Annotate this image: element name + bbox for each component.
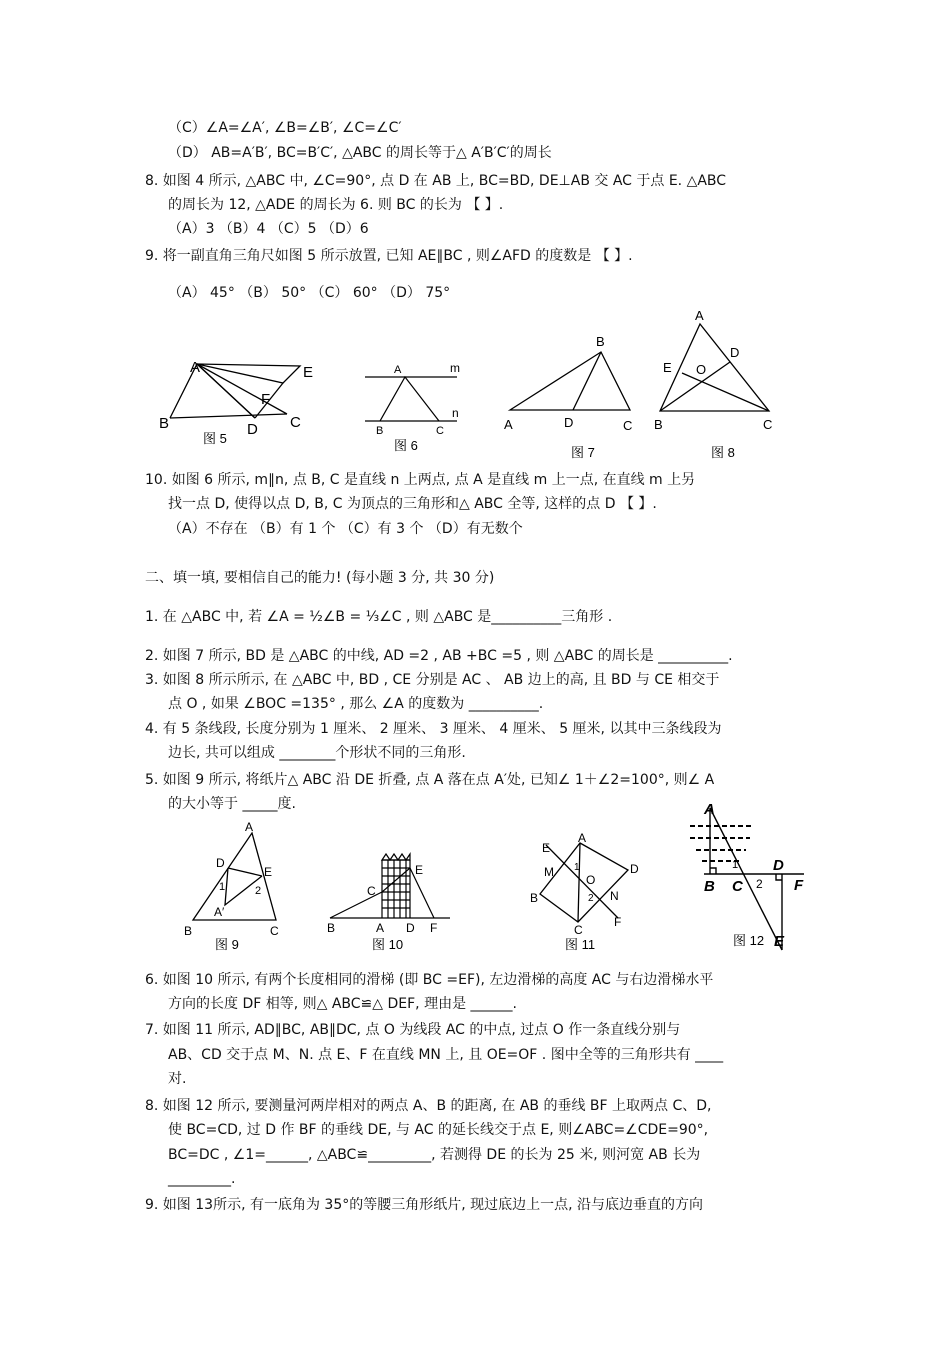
fig10-caption: 图 10 — [372, 937, 404, 952]
fig5-label-c: C — [290, 414, 301, 431]
figure-11 — [528, 830, 653, 955]
fig5-label-a: A — [190, 359, 201, 376]
fig12-label-2: 2 — [756, 877, 763, 891]
fill-9-line1: 9. 如图 13所示, 有一底角为 35°的等腰三角形纸片, 现过底边上一点, 沿与底边垂直的方向 — [145, 1197, 704, 1213]
fig11-label-e: E — [542, 841, 551, 855]
fig10-label-c: C — [367, 884, 376, 898]
fig9-label-2: 2 — [255, 885, 262, 897]
fig9-caption: 图 9 — [215, 937, 239, 952]
fig11-label-a: A — [578, 831, 587, 845]
fig12-label-c: C — [732, 878, 743, 895]
fig7-label-d: D — [564, 415, 574, 430]
fig8-label-o: O — [696, 362, 707, 377]
fig11-label-1: 1 — [574, 862, 580, 873]
question-8-line1: 8. 如图 4 所示, △ABC 中, ∠C=90°, 点 D 在 AB 上, BC=BD, DE⊥AB 交 AC 于点 E. △ABC — [145, 173, 727, 189]
question-9-options: （A） 45° （B） 50° （C） 60° （D） 75° — [168, 285, 451, 301]
fig11-label-o: O — [586, 873, 596, 887]
fig5-label-d: D — [247, 421, 258, 438]
fig8-label-e: E — [663, 360, 672, 375]
fig8-caption: 图 8 — [711, 445, 735, 460]
fig10-label-d: D — [406, 921, 415, 935]
fig12-label-e: E — [774, 933, 785, 950]
fig9-label-a: A — [245, 820, 254, 834]
fig5-label-e: E — [303, 364, 314, 381]
fig8-label-c: C — [763, 417, 773, 432]
fig11-label-d: D — [630, 862, 639, 876]
fig6-label-c: C — [436, 425, 444, 437]
fig12-label-f: F — [794, 877, 804, 894]
fill-8-line4: _________. — [168, 1171, 236, 1187]
question-10-line1: 10. 如图 6 所示, m∥n, 点 B, C 是直线 n 上两点, 点 A 是直线 m 上一点, 在直线 m 上另 — [145, 472, 696, 488]
question-8-line2: 的周长为 12, △ADE 的周长为 6. 则 BC 的长为 【 】. — [168, 197, 504, 213]
fill-4-line1: 4. 有 5 条线段, 长度分别为 1 厘米、 2 厘米、 3 厘米、 4 厘米、 5 厘米, 以其中三条线段为 — [145, 721, 722, 737]
fig11-caption: 图 11 — [565, 937, 596, 952]
fig9-label-1: 1 — [219, 881, 226, 893]
fig9-label-b: B — [184, 924, 193, 938]
fig11-label-b: B — [530, 891, 539, 905]
fill-3-line1: 3. 如图 8 所示所示, 在 △ABC 中, BD , CE 分别是 AC 、 AB 边上的高, 且 BD 与 CE 相交于 — [145, 672, 720, 688]
figure-7 — [498, 330, 648, 465]
option-d-line: （D） AB=A′B′, BC=B′C′, △ABC 的周长等于△ A′B′C′的周长 — [168, 145, 552, 161]
fig12-label-b: B — [704, 878, 715, 895]
fig7-caption: 图 7 — [571, 445, 595, 460]
fig6-label-b: B — [376, 425, 384, 437]
fig11-label-n: N — [610, 889, 619, 903]
fig5-caption: 图 5 — [203, 431, 227, 446]
fill-1: 1. 在 △ABC 中, 若 ∠A = ½∠B = ⅓∠C , 则 △ABC 是__________三角形 . — [145, 609, 613, 625]
fig10-label-f: F — [430, 921, 438, 935]
fill-8-line2: 使 BC=CD, 过 D 作 BF 的垂线 DE, 与 AC 的延长线交于点 E, 则∠ABC=∠CDE=90°, — [168, 1122, 709, 1138]
fig6-label-a: A — [394, 364, 402, 376]
option-c-line: （C）∠A=∠A′, ∠B=∠B′, ∠C=∠C′ — [168, 120, 402, 136]
question-8-options: （A）3 （B）4 （C）5 （D）6 — [168, 221, 369, 237]
fill-5-line1: 5. 如图 9 所示, 将纸片△ ABC 沿 DE 折叠, 点 A 落在点 A′处, 已知∠ 1＋∠2=100°, 则∠ A — [145, 772, 715, 788]
figure-10 — [322, 850, 457, 955]
fill-4-line2: 边长, 共可以组成 ________个形状不同的三角形. — [168, 745, 466, 761]
fill-3-line2: 点 O , 如果 ∠BOC =135° , 那么 ∠A 的度数为 __________. — [168, 696, 544, 712]
figure-5 — [155, 352, 325, 452]
fig5-label-f: F — [261, 391, 271, 408]
section-2-heading: 二、填一填, 要相信自己的能力! (每小题 3 分, 共 30 分) — [145, 570, 495, 586]
fig7-label-a: A — [504, 417, 513, 432]
fig7-label-b: B — [596, 334, 605, 349]
fig8-label-d: D — [730, 345, 740, 360]
fig10-label-b: B — [327, 921, 336, 935]
fig12-label-d: D — [773, 857, 784, 874]
figure-8 — [648, 305, 783, 465]
fig11-label-c: C — [574, 923, 583, 937]
fig12-label-a: A — [704, 801, 715, 818]
fill-8-line1: 8. 如图 12 所示, 要测量河两岸相对的两点 A、B 的距离, 在 AB 的垂线 BF 上取两点 C、D, — [145, 1098, 712, 1114]
fig8-label-a: A — [695, 308, 704, 323]
fig5-label-b: B — [159, 415, 170, 432]
fig11-label-f: F — [614, 915, 622, 929]
fig10-label-e: E — [415, 863, 424, 877]
fig8-label-b: B — [654, 417, 663, 432]
fill-7-line3: 对. — [168, 1071, 187, 1087]
fig12-label-1: 1 — [732, 859, 739, 871]
fill-5-line2: 的大小等于 _____度. — [168, 796, 296, 812]
question-9-line: 9. 将一副直角三角尺如图 5 所示放置, 已知 AE∥BC , 则∠AFD 的度数是 【 】. — [145, 248, 633, 264]
fill-7-line2: AB、CD 交于点 M、N. 点 E、F 在直线 MN 上, 且 OE=OF . 图中全等的三角形共有 ____ — [168, 1047, 724, 1063]
fig11-label-2: 2 — [588, 893, 594, 904]
figure-9 — [178, 818, 288, 953]
fig11-label-m: M — [544, 865, 554, 879]
fill-2: 2. 如图 7 所示, BD 是 △ABC 的中线, AD =2 , AB +BC =5 , 则 △ABC 的周长是 __________. — [145, 648, 733, 664]
fill-8-line3: BC=DC , ∠1=______, △ABC≌_________, 若测得 DE 的长为 25 米, 则河宽 AB 长为 — [168, 1147, 701, 1163]
fill-6-line2: 方向的长度 DF 相等, 则△ ABC≌△ DEF, 理由是 ______. — [168, 996, 517, 1012]
fig9-label-a-prime: A′ — [214, 905, 225, 919]
fig6-caption: 图 6 — [394, 438, 418, 453]
fig9-label-e: E — [264, 865, 273, 879]
fig6-label-n: n — [452, 406, 459, 420]
fig7-label-c: C — [623, 418, 633, 433]
fig9-label-c: C — [270, 924, 279, 938]
fig12-caption: 图 12 — [733, 933, 765, 948]
fig9-label-d: D — [216, 856, 225, 870]
question-10-options: （A）不存在 （B）有 1 个 （C）有 3 个 （D）有无数个 — [168, 521, 523, 537]
fig6-label-m: m — [450, 361, 460, 375]
fill-6-line1: 6. 如图 10 所示, 有两个长度相同的滑梯 (即 BC =EF), 左边滑梯的高度 AC 与右边滑梯水平 — [145, 972, 714, 988]
fig10-label-a: A — [376, 921, 385, 935]
fill-7-line1: 7. 如图 11 所示, AD∥BC, AB∥DC, 点 O 为线段 AC 的中点, 过点 O 作一条直线分别与 — [145, 1022, 681, 1038]
figure-12 — [686, 798, 816, 958]
figure-6 — [360, 355, 470, 455]
question-10-line2: 找一点 D, 使得以点 D, B, C 为顶点的三角形和△ ABC 全等, 这样的点 D 【 】. — [168, 496, 657, 512]
